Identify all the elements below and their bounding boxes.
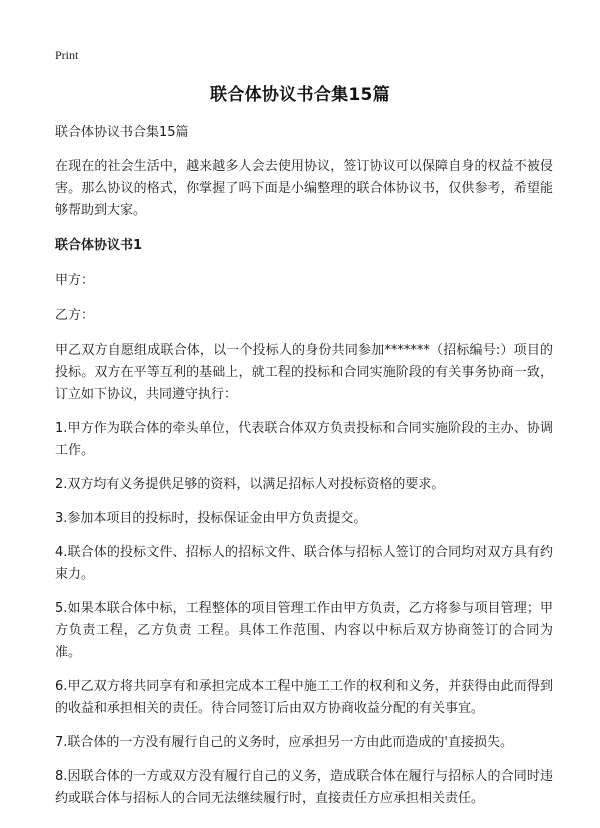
preamble-paragraph: 甲乙双方自愿组成联合体，以一个投标人的身份共同参加*******（招标编号:）项目的投标。双方在平等互利的基础上，就工程的投标和合同实施阶段的有关事务协商一致，订立如下协议，共同遵守执行： bbox=[55, 343, 553, 402]
clause-paragraph: 7.联合体的一方没有履行自己的义务时，应承担另一方由此而造成的'直接损失。 bbox=[55, 735, 513, 750]
section-heading: 联合体协议书1 bbox=[55, 238, 143, 253]
clause-paragraph: 3.参加本项目的投标时，投标保证金由甲方负责提交。 bbox=[55, 511, 367, 526]
party-b-line: 乙方： bbox=[55, 308, 95, 323]
clause-paragraph: 1.甲方作为联合体的牵头单位，代表联合体双方负责投标和合同实施阶段的主办、协调工作。 bbox=[55, 421, 553, 458]
print-label: Print bbox=[55, 48, 79, 62]
clause-paragraph: 8.因联合体的一方或双方没有履行自己的义务，造成联合体在履行与招标人的合同时违约或联合体与招标人的合同无法继续履行时，直接责任方应承担相关责任。 bbox=[55, 769, 553, 806]
clause-paragraph: 6.甲乙双方将共同享有和承担完成本工程中施工工作的权利和义务，并获得由此而得到的收益和承担相关的责任。待合同签订后由双方协商收益分配的有关事宜。 bbox=[55, 679, 553, 716]
party-a-line: 甲方： bbox=[55, 273, 95, 288]
clause-paragraph: 5.如果本联合体中标，工程整体的项目管理工作由甲方负责，乙方将参与项目管理；甲方负责工程，乙方负责 工程。具体工作范围、内容以中标后双方协商签订的合同为准。 bbox=[55, 601, 553, 660]
page-title: 联合体协议书合集15篇 bbox=[210, 85, 390, 105]
clause-paragraph: 4.联合体的投标文件、招标人的招标文件、联合体与招标人签订的合同均对双方具有约束力。 bbox=[55, 545, 553, 582]
document-subtitle: 联合体协议书合集15篇 bbox=[55, 125, 189, 140]
document-body bbox=[55, 122, 553, 822]
clause-paragraph: 2.双方均有义务提供足够的资料，以满足招标人对投标资格的要求。 bbox=[55, 477, 445, 492]
intro-paragraph: 在现在的社会生活中，越来越多人会去使用协议，签订协议可以保障自身的权益不被侵害。那么协议的格式，你掌握了吗下面是小编整理的联合体协议书，仅供参考，希望能够帮助到大家。 bbox=[55, 159, 553, 218]
